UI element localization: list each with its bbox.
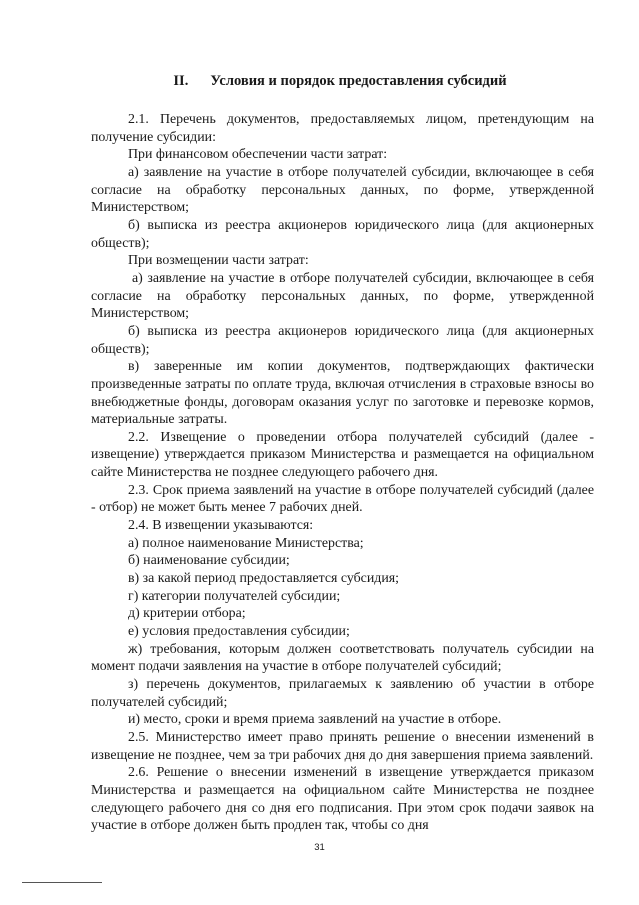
list-item-v: в) за какой период предоставляется субсидия; xyxy=(128,571,400,587)
list-item-a: а) полное наименование Министерства; xyxy=(128,535,364,551)
list-item-b: б) наименование субсидии; xyxy=(128,553,290,569)
paragraph-financing-heading: При финансовом обеспечении части затрат: xyxy=(128,147,388,163)
list-item-i: и) место, сроки и время приема заявлений на участие в отборе. xyxy=(128,712,502,728)
list-item-e: е) условия предоставления субсидии; xyxy=(128,624,350,640)
page-number: 31 xyxy=(314,842,325,853)
footer-rule xyxy=(22,882,102,883)
list-item-d: д) критерии отбора; xyxy=(128,606,246,622)
paragraph-reimbursement-b: б) выписка из реестра акционеров юридического лица (для акционерных обществ); xyxy=(91,323,594,357)
paragraph-reimbursement-a: а) заявление на участие в отборе получателей субсидии, включающее в себя согласие на обработку персональных данных, по форме, утвержденной Министерством; xyxy=(91,270,594,322)
paragraph-financing-b: б) выписка из реестра акционеров юридического лица (для акционерных обществ); xyxy=(91,217,594,251)
section-heading xyxy=(90,72,590,90)
section-number: II. xyxy=(173,73,189,89)
list-item-z: з) перечень документов, прилагаемых к заявлению об участии в отборе получателей субсидий; xyxy=(91,677,594,710)
paragraph-reimbursement-v: в) заверенные им копии документов, подтверждающих фактически произведенные затраты по оплате труда, включая отчисления в страховые взносы во внебюджетные фонды, договорам оказания услуг по заготовке и перевозке кормов, материальные затраты. xyxy=(91,359,594,428)
paragraph-2-2: 2.2. Извещение о проведении отбора получателей субсидий (далее - извещение) утверждается приказом Министерства и размещается на официальном сайте Министерства не позднее следующего рабочего дня. xyxy=(91,429,594,481)
paragraph-2-5: 2.5. Министерство имеет право принять решение о внесении изменений в извещение не позднее, чем за три рабочих дня до дня завершения приема заявлений. xyxy=(91,729,594,763)
paragraph-2-6: 2.6. Решение о внесении изменений в извещение утверждается приказом Министерства и размещается на официальном сайте Министерства не позднее следующего рабочего дня со дня его подписания. При этом срок подачи заявок на участие в отборе должен быть продлен так, чтобы со дня xyxy=(91,765,594,834)
section-body xyxy=(91,111,594,835)
paragraph-financing-a: а) заявление на участие в отборе получателей субсидии, включающее в себя согласие на обработку персональных данных, по форме, утвержденной Министерством; xyxy=(91,164,594,216)
paragraph-2-3: 2.3. Срок приема заявлений на участие в отборе получателей субсидий (далее - отбор) не может быть менее 7 рабочих дней. xyxy=(91,482,594,516)
list-item-g: г) категории получателей субсидии; xyxy=(128,588,341,604)
list-item-zh: ж) требования, которым должен соответствовать получатель субсидии на момент подачи заявления на участие в отборе получателей субсидий; xyxy=(91,641,594,675)
paragraph-reimbursement-heading: При возмещении части затрат: xyxy=(128,253,309,269)
paragraph-2-1: 2.1. Перечень документов, предоставляемых лицом, претендующим на получение субсидии: xyxy=(91,112,594,145)
section-title: Условия и порядок предоставления субсидий xyxy=(210,73,507,89)
paragraph-2-4: 2.4. В извещении указываются: xyxy=(128,518,314,534)
